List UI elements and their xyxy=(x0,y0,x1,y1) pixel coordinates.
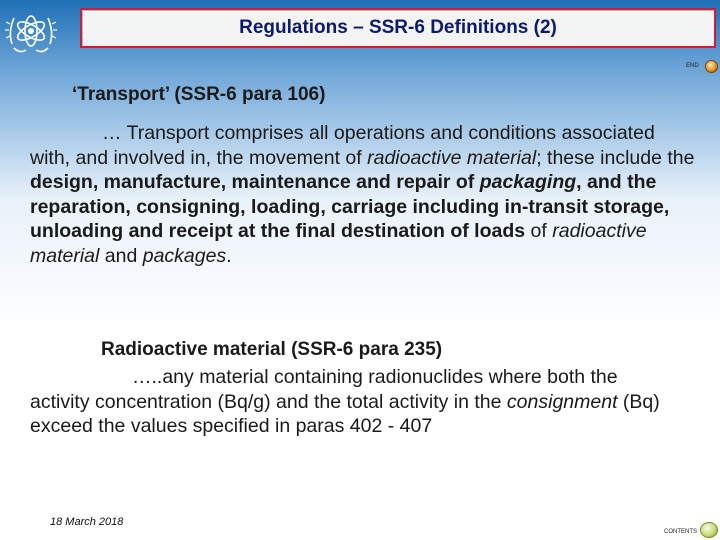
radioactive-material-heading: Radioactive material (SSR-6 para 235) xyxy=(101,339,443,360)
iaea-logo-icon xyxy=(4,4,58,58)
header-bar xyxy=(0,0,720,62)
footer-date: 18 March 2018 xyxy=(50,516,124,528)
transport-definition: … Transport comprises all operations and conditions associated with, and involved in, the movement of radioactive material; these include the design, manufacture, maintenance and repair of packaging, and the reparation, consigning, loading, carriage including in-transit storage, unloading and receipt at the final destination of loads of radioactive material and packages. xyxy=(30,122,695,267)
end-nav-label: END xyxy=(686,63,699,69)
radioactive-material-definition: …..any material containing radionuclides where both the activity concentration (Bq/g) and the total activity in the consignment (Bq) exceed the values specified in paras 402 - 407 xyxy=(30,366,660,437)
title-box xyxy=(80,8,716,48)
contents-nav-button[interactable] xyxy=(700,522,718,538)
page-title: Regulations – SSR-6 Definitions (2) xyxy=(239,17,557,38)
end-nav-button[interactable] xyxy=(705,60,718,73)
transport-heading: ‘Transport’ (SSR-6 para 106) xyxy=(72,84,326,105)
contents-nav-label: CONTENTS xyxy=(664,529,697,535)
